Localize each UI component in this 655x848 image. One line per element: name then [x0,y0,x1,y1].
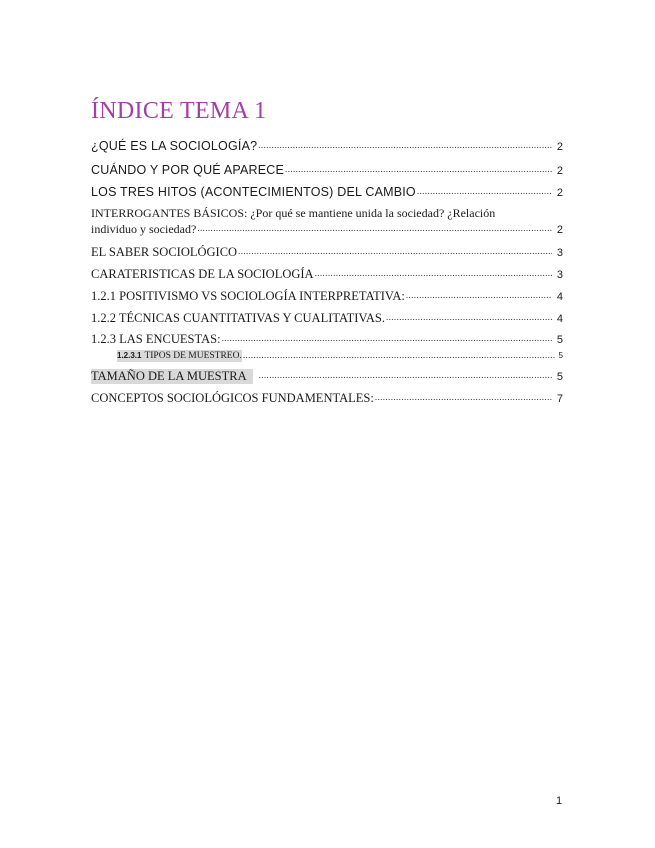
toc-page-number: 2 [556,165,563,177]
toc-entry-caracteristicas-de-la-sociologia[interactable] [91,266,563,283]
toc-entry-label: CUÁNDO Y POR QUÉ APARECE [91,163,285,177]
toc-leader-dots [386,310,552,322]
toc-entry-tipos-de-muestreo[interactable] [117,346,563,362]
toc-entry-label: 1.2.2 TÉCNICAS CUANTITATIVAS Y CUALITATIVAS. [91,311,385,325]
toc-entry-number: 1.2.3.1 [117,351,142,360]
toc-leader-dots [258,138,552,150]
toc-entry-label: ¿QUÉ ES LA SOCIOLOGÍA? [91,139,258,153]
toc-entry-label: CONCEPTOS SOCIOLÓGICOS FUNDAMENTALES: [91,391,374,405]
toc-entry-label: LOS TRES HITOS (ACONTECIMIENTOS) DEL CAMBIO [91,185,416,199]
toc-entry-conceptos-sociologicos[interactable] [91,390,563,407]
footer-page-number: 1 [556,795,563,807]
toc-leader-dots [285,162,552,174]
toc-entry-tamano-de-la-muestra[interactable] [91,368,563,385]
toc-entry-positivismo-vs-sociologia[interactable] [91,288,563,305]
toc-entry-label: TAMAÑO DE LA MUESTRA [91,369,253,384]
toc-page-number: 2 [556,141,563,153]
toc-page-number: 2 [556,187,563,199]
toc-leader-dots [259,368,552,380]
toc-page-number: 5 [558,351,563,360]
toc-entry-second-line [91,221,563,238]
toc-page-number: 2 [556,224,563,236]
toc-entry-interrogantes-basicos[interactable] [91,206,563,238]
page-title: ÍNDICE TEMA 1 [91,98,267,124]
toc-entry-los-tres-hitos[interactable] [91,184,563,201]
toc-entry-cuando-y-por-que-aparece[interactable] [91,162,563,179]
toc-page-number: 7 [556,393,563,405]
toc-entry-label: 1.2.3 LAS ENCUESTAS: [91,332,221,346]
toc-entry-el-saber-sociologico[interactable] [91,244,563,261]
toc-entry-label-highlighted [117,350,242,362]
toc-entry-label: INTERROGANTES BÁSICOS: ¿Por qué se mantiene unida la sociedad? ¿Relación [91,206,496,220]
toc-entry-label: EL SABER SOCIOLÓGICO [91,245,238,259]
toc-entry-label-continued: individuo y sociedad? [91,222,197,236]
toc-leader-dots [406,288,552,300]
toc-leader-dots [417,184,552,196]
toc-entry-tecnicas-cuantitativas[interactable] [91,310,563,327]
toc-page-number: 4 [556,313,563,325]
toc-leader-dots [197,221,552,233]
toc-entry-label: 1.2.1 POSITIVISMO VS SOCIOLOGÍA INTERPRETATIVA: [91,289,405,303]
toc-leader-dots [243,346,555,358]
toc-leader-dots [315,266,552,278]
toc-leader-dots [375,390,552,402]
toc-page-number: 5 [556,371,563,383]
toc-leader-dots [222,331,552,343]
toc-page-number: 3 [556,247,563,259]
toc-entry-label: CARATERISTICAS DE LA SOCIOLOGÍA [91,267,314,281]
toc-entry-label: TIPOS DE MUESTREO. [144,351,242,361]
toc-entry-que-es-la-sociologia[interactable] [91,138,563,155]
toc-leader-dots [238,244,552,256]
toc-page-number: 5 [556,334,563,346]
toc-page-number: 4 [556,291,563,303]
toc-page-number: 3 [556,269,563,281]
